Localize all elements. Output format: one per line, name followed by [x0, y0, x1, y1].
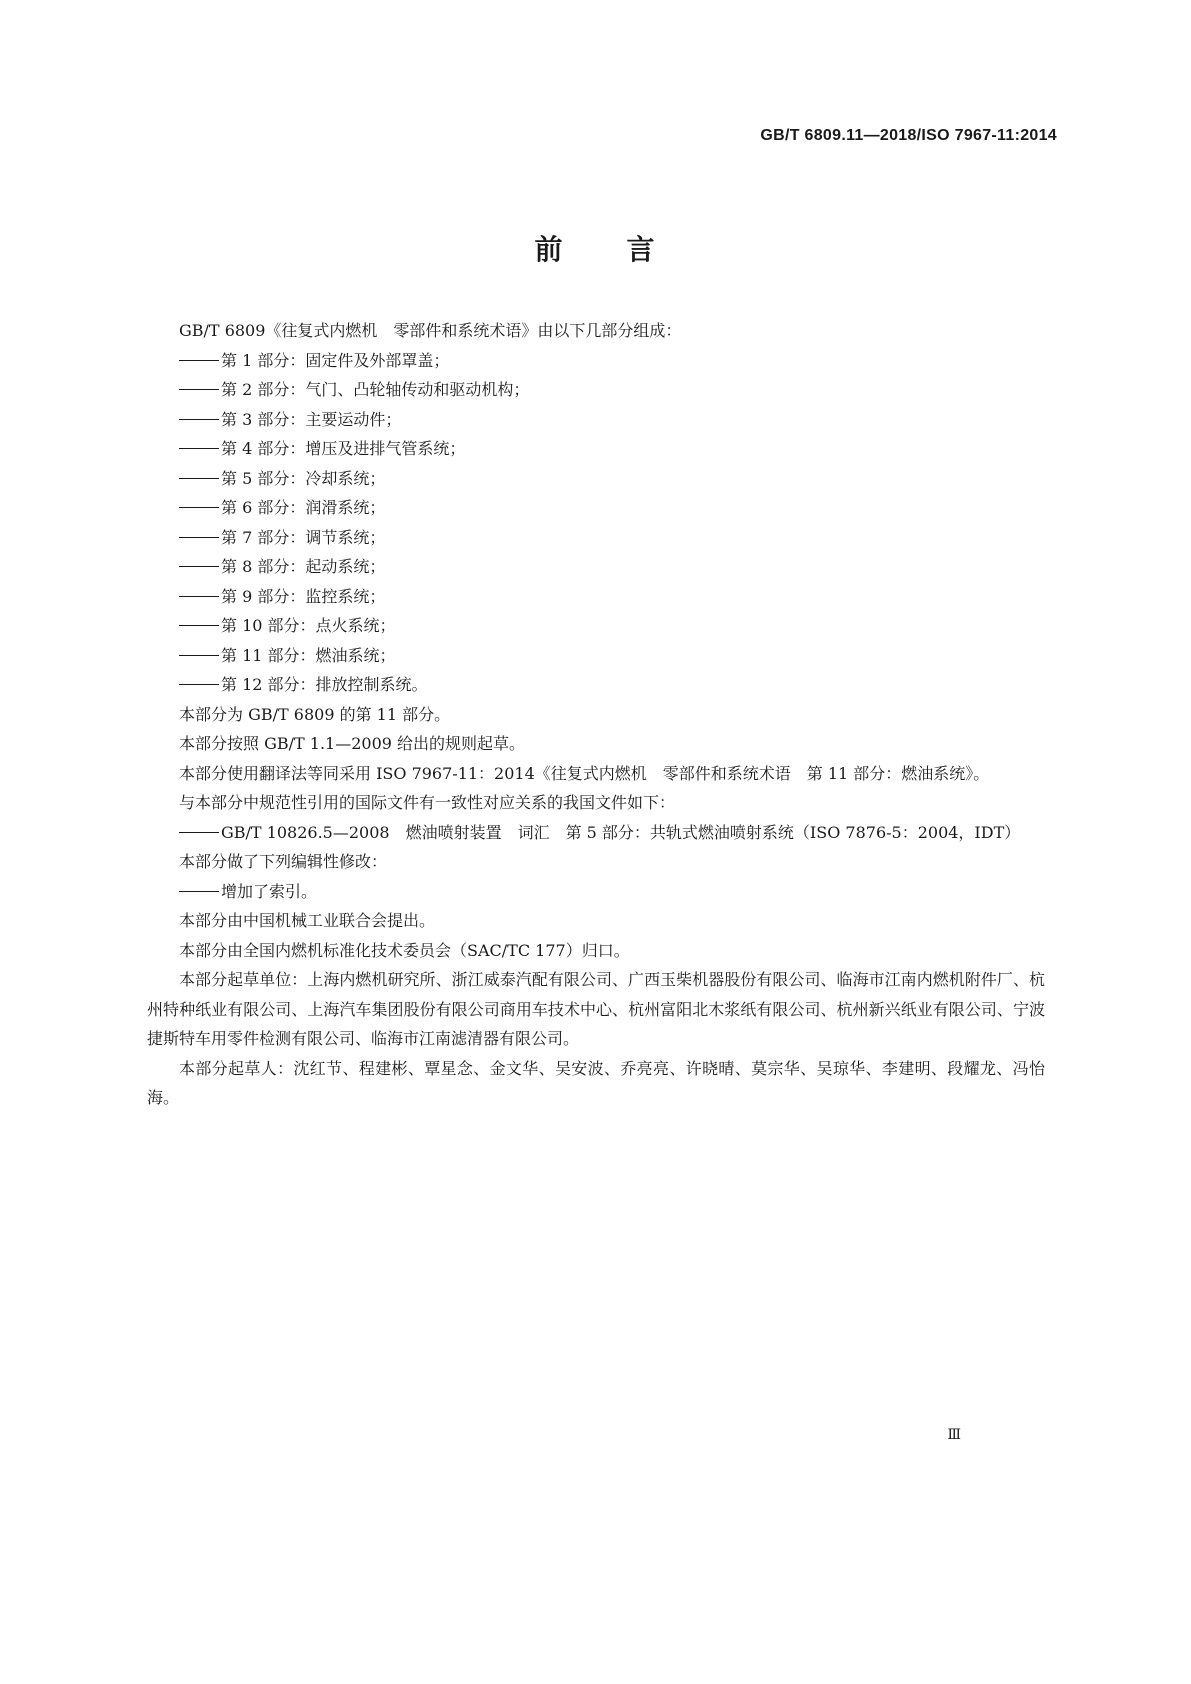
- jurisdiction-statement: 本部分由全国内燃机标准化技术委员会（SAC/TC 177）归口。: [179, 940, 630, 960]
- part-list-item: 第 12 部分：排放控制系统。: [147, 670, 1045, 700]
- page-title: [0, 228, 1191, 268]
- foreword-body: [147, 316, 1045, 1113]
- correspondence-list-item: GB/T 10826.5—2008 燃油喷射装置 词汇 第 5 部分：共轨式燃油喷射系统（ISO 7876-5：2004，IDT）: [147, 818, 1045, 848]
- intro-paragraph: GB/T 6809《往复式内燃机 零部件和系统术语》由以下几部分组成：: [179, 321, 682, 340]
- part-list-item: 第 4 部分：增压及进排气管系统；: [147, 434, 1045, 464]
- part-statement: 本部分为 GB/T 6809 的第 11 部分。: [179, 704, 451, 724]
- standard-number: GB/T 6809.11—2018/ISO 7967-11:2014: [760, 127, 1057, 144]
- title-char-1: 前: [534, 233, 565, 266]
- translation-statement: 本部分使用翻译法等同采用 ISO 7967-11：2014《往复式内燃机 零部件和系统术语 第 11 部分：燃油系统》。: [179, 763, 990, 783]
- page-number: Ⅲ: [947, 1427, 961, 1443]
- part-list-item: 第 1 部分：固定件及外部罩盖；: [147, 346, 1045, 376]
- part-list-item: 第 9 部分：监控系统；: [147, 582, 1045, 612]
- drafters-statement: 本部分起草人：沈红节、程建彬、覃星念、金文华、吴安波、乔亮亮、许晓晴、莫宗华、吴琼华、李建明、段耀龙、冯怡海。: [147, 1058, 1045, 1107]
- part-list-item: 第 2 部分：气门、凸轮轴传动和驱动机构；: [147, 375, 1045, 405]
- part-list-item: 第 8 部分：起动系统；: [147, 552, 1045, 582]
- drafting-rules-statement: 本部分按照 GB/T 1.1—2009 给出的规则起草。: [179, 734, 526, 753]
- part-list-item: 第 11 部分：燃油系统；: [147, 641, 1045, 671]
- part-list-item: 第 3 部分：主要运动件；: [147, 405, 1045, 435]
- proposed-by-statement: 本部分由中国机械工业联合会提出。: [179, 911, 436, 930]
- drafting-units-statement: 本部分起草单位：上海内燃机研究所、浙江威泰汽配有限公司、广西玉柴机器股份有限公司、临海市江南内燃机附件厂、杭州特种纸业有限公司、上海汽车集团股份有限公司商用车技术中心、杭州富阳北木浆纸有限公司、杭州新兴纸业有限公司、宁波捷斯特车用零件检测有限公司、临海市江南滤清器有限公司。: [147, 970, 1045, 1048]
- part-list-item: 第 5 部分：冷却系统；: [147, 464, 1045, 494]
- part-list-item: 第 6 部分：润滑系统；: [147, 493, 1045, 523]
- part-list-item: 第 7 部分：调节系统；: [147, 523, 1045, 553]
- editorial-change-item: 增加了索引。: [147, 877, 1045, 907]
- editorial-changes-intro: 本部分做了下列编辑性修改：: [179, 852, 388, 871]
- part-list-item: 第 10 部分：点火系统；: [147, 611, 1045, 641]
- title-char-2: 言: [626, 233, 657, 266]
- correspondence-intro: 与本部分中规范性引用的国际文件有一致性对应关系的我国文件如下：: [179, 793, 676, 812]
